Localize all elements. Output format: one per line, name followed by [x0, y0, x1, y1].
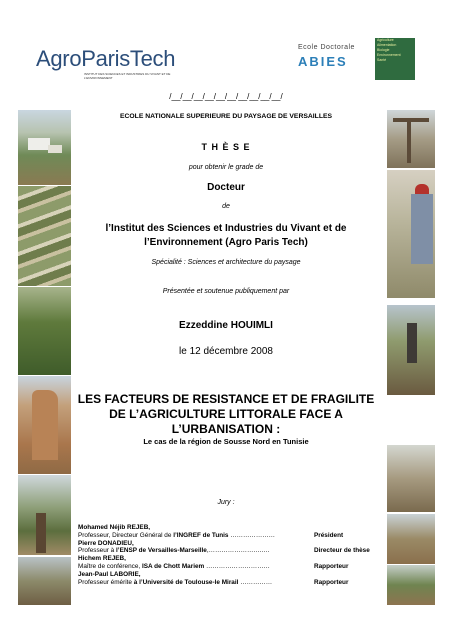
grade-intro: pour obtenir le grade de [188, 164, 264, 171]
agroparistech-logo [30, 44, 180, 84]
defense-date: le 12 décembre 2008 [179, 346, 273, 357]
abies-label: ABIES [298, 54, 348, 69]
jury-member-desc: Professeur, Directeur Général de l’INGREF de Tunis ………………… Président [78, 531, 344, 539]
institut-line-2: l’Environnement (Agro Paris Tech) [144, 237, 308, 248]
agroparistech-tagline: INSTITUT DES SCIENCES ET INDUSTRIES DU VIVANT ET DE L'ENVIRONNEMENT [84, 72, 171, 80]
thesis-number-line: /__/__/__/__/__/__/__/__/__/__/ [169, 92, 283, 101]
jury-member-desc: Professeur à l’ENSP de Versailles-Marseille,……………………..… Directeur de thèse [78, 547, 370, 555]
abies-box-item: Agriculture [377, 38, 394, 42]
photo-green-field [18, 287, 71, 375]
photo-olive-tree [18, 475, 71, 555]
author-name: Ezzeddine HOUIMLI [179, 320, 273, 331]
jury-role: Rapporteur [314, 578, 349, 586]
presentee-line: Présentée et soutenue publiquement par [162, 288, 290, 295]
jury-role: Rapporteur [314, 562, 349, 570]
photo-orchard [387, 565, 435, 605]
photo-field-plots [18, 186, 71, 286]
jury-member-desc: Maître de conférence, ISA de Chott Mariem ………………………… Rapporteur [78, 562, 349, 570]
thesis-title-3: L’URBANISATION : [171, 422, 281, 436]
photo-farm-land [387, 514, 435, 564]
thesis-title-2: DE L’AGRICULTURE LITTORALE FACE A [109, 407, 343, 421]
specialite: Spécialité : Sciences et architecture du paysage [151, 259, 301, 266]
institut-line-1: l’Institut des Sciences et Industries du Vivant et de [105, 223, 347, 234]
jury-member-name: Pierre DONADIEU, [78, 539, 134, 547]
agroparistech-wordmark: AgroParisTech [36, 46, 176, 71]
jury-role: Directeur de thèse [314, 547, 370, 555]
jury-member-name: Hichem REJEB, [78, 555, 126, 563]
jury-list [78, 524, 388, 586]
jury-label: Jury : [217, 499, 235, 506]
grade: Docteur [207, 182, 245, 193]
thesis-subtitle: Le cas de la région de Sousse Nord en Tunisie [143, 437, 309, 446]
abies-box-item: Santé [377, 58, 387, 62]
jury-member-name: Jean-Paul LABORIE, [78, 570, 141, 578]
abies-box-item: Alimentation [377, 43, 397, 47]
jury-role: Président [314, 531, 344, 539]
ecole-doctorale-label: Ecole Doctorale [298, 44, 355, 51]
abies-logo-box [375, 38, 415, 80]
these-heading: T H È S E [201, 142, 251, 152]
abies-box-item: Biologie [377, 48, 390, 52]
photo-field-workers [18, 557, 71, 605]
abies-box-item: Environnement [377, 53, 401, 57]
jury-member-desc: Professeur émérite à l’Université de Toulouse-le Mirail …………… Rapporteur [78, 578, 349, 586]
de-label: de [222, 203, 230, 210]
school-name: ECOLE NATIONALE SUPERIEURE DU PAYSAGE DE VERSAILLES [119, 113, 333, 120]
thesis-title-1: LES FACTEURS DE RESISTANCE ET DE FRAGILITE [77, 392, 375, 406]
jury-member-name: Mohamed Néjib REJEB, [78, 524, 151, 531]
